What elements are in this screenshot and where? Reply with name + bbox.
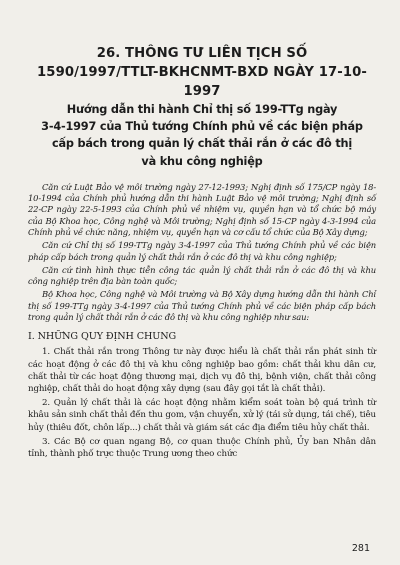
document-title bbox=[28, 44, 376, 170]
subtitle-line-2: 3-4-1997 của Thủ tướng Chính phủ về các biện pháp bbox=[41, 120, 363, 134]
body-paragraph: 2. Quản lý chất thải là các hoạt động nhằm kiểm soát toàn bộ quá trình từ khâu sản sinh chất thải đến thu gom, vận chuyển, xử lý (tái sử dụng, tái chế), tiêu hủy (thiêu đốt, chôn lấp...) chất thải và giám sát các địa điểm tiêu hủy chất thải. bbox=[28, 398, 376, 433]
subtitle-line-4: và khu công nghiệp bbox=[141, 154, 263, 168]
preamble-paragraph: Bộ Khoa học, Công nghệ và Môi trường và Bộ Xây dựng hướng dẫn thi hành Chỉ thị số 199-TTg ngày 3-4-1997 của Thủ tướng Chính phủ về các biện pháp cấp bách trong quản lý chất thải rắn ở các đô thị và khu công nghiệp như sau: bbox=[28, 289, 376, 323]
title-line-1: 26. THÔNG TƯ LIÊN TỊCH SỐ bbox=[96, 46, 308, 61]
body-paragraph: 3. Các Bộ cơ quan ngang Bộ, cơ quan thuộc Chính phủ, Ủy ban Nhân dân tỉnh, thành phố trực thuộc Trung ương theo chức bbox=[28, 436, 376, 459]
section-heading: I. NHỮNG QUY ĐỊNH CHUNG bbox=[28, 331, 177, 343]
subtitle-line-3: cấp bách trong quản lý chất thải rắn ở các đô thị bbox=[51, 137, 353, 151]
preamble-paragraph: Căn cứ Chỉ thị số 199-TTg ngày 3-4-1997 của Thủ tướng Chính phủ về các biện pháp cấp bách trong quản lý chất thải rắn ở các đô thị và khu công nghiệp; bbox=[28, 240, 376, 262]
page-number: 281 bbox=[351, 543, 370, 554]
subtitle-line-1: Hướng dẫn thi hành Chỉ thị số 199-TTg ngày bbox=[66, 103, 338, 116]
body-text bbox=[28, 346, 376, 460]
body-paragraph: 1. Chất thải rắn trong Thông tư này được hiểu là chất thải rắn phát sinh từ các hoạt động ở các đô thị và khu công nghiệp bao gồm: chất thải khu dân cư, chất thải từ các hoạt động thương mại, dịch vụ đô thị, bệnh viện, chất thải công nghiệp, chất thải do hoạt động xây dựng (sau đây gọi tắt là chất thải). bbox=[28, 347, 376, 394]
title-line-2: 1590/1997/TTLT-BKHCNMT-BXD NGÀY 17-10-1997 bbox=[37, 65, 367, 99]
preamble bbox=[28, 182, 376, 324]
preamble-paragraph: Căn cứ Luật Bảo vệ môi trường ngày 27-12-1993; Nghị định số 175/CP ngày 18-10-1994 của Chính phủ hướng dẫn thi hành Luật Bảo vệ môi trường; Nghị định số 22-CP ngày 22-5-1993 của Chính phủ về nhiệm vụ, quyền hạn và tổ chức bộ máy của Bộ Khoa học, Công nghệ và Môi trường; Nghị định số 15-CP ngày 4-3-1994 của Chính phủ về chức năng, nhiệm vụ, quyền hạn và cơ cấu tổ chức của Bộ Xây dựng; bbox=[28, 181, 376, 237]
preamble-paragraph: Căn cứ tình hình thực tiễn công tác quản lý chất thải rắn ở các đô thị và khu công nghiệp trên địa bàn toàn quốc; bbox=[28, 264, 376, 287]
